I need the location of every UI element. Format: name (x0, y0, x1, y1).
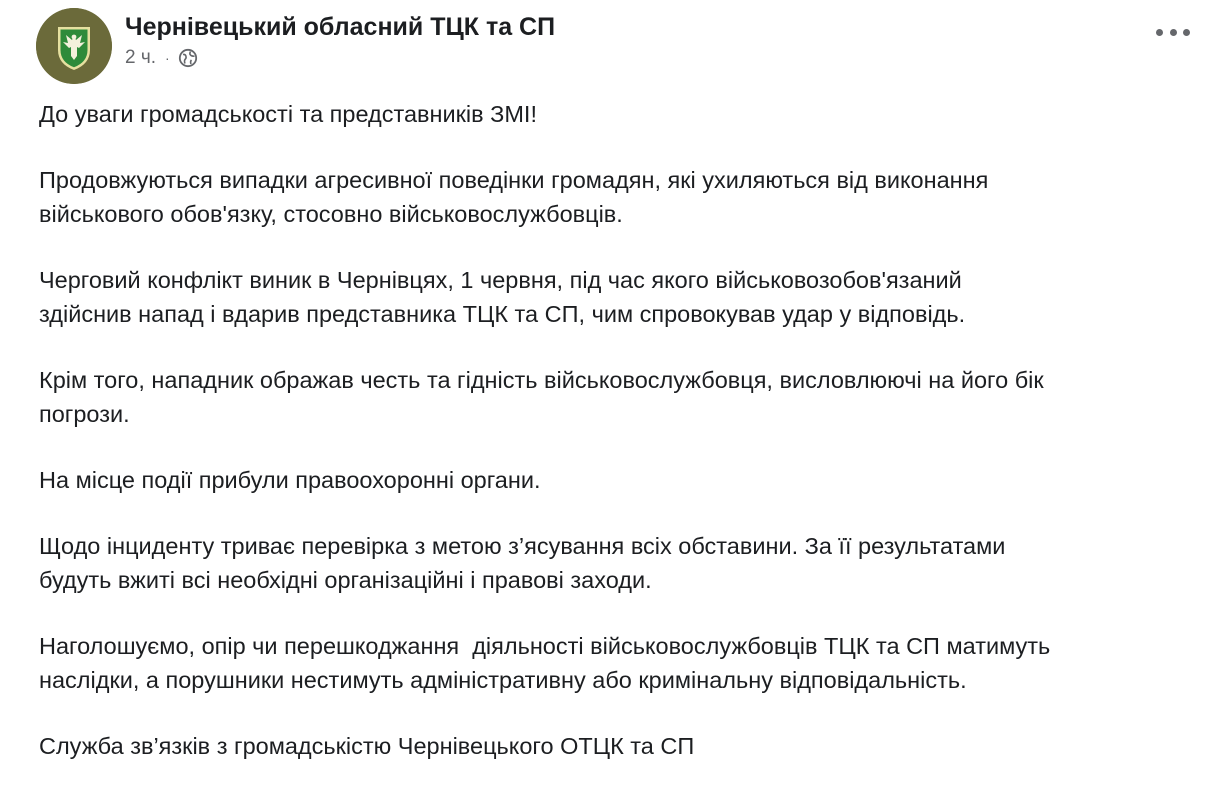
more-dot (1156, 29, 1163, 36)
page-name-link[interactable]: Чернівецький обласний ТЦК та СП (125, 13, 556, 41)
post-paragraph: Наголошуємо, опір чи перешкоджання діяльності військовослужбовців ТЦК та СП матимуть наслідки, а порушники нестимуть адміністративну або кримінальну відповідальність. (39, 633, 1051, 693)
more-options-icon[interactable] (1156, 20, 1190, 44)
post-paragraph: Крім того, нападник ображав честь та гідність військовослужбовця, висловлюючі на його бік погрози. (39, 367, 1044, 427)
post-paragraph: Щодо інциденту триває перевірка з метою з’ясування всіх обставини. За її результатами будуть вжиті всі необхідні організаційні і правові заходи. (39, 533, 1006, 593)
coat-of-arms-logo (36, 8, 112, 84)
post-header (0, 0, 1226, 90)
post-timestamp[interactable]: 2 ч. (125, 47, 157, 68)
post-paragraph: На місце події прибули правоохоронні органи. (39, 467, 541, 493)
globe-icon[interactable] (178, 48, 198, 68)
post-body (39, 97, 1209, 795)
meta-separator: · (165, 50, 170, 66)
post-signature: Служба зв’язків з громадськістю Чернівецького ОТЦК та СП (39, 733, 695, 759)
page-avatar[interactable] (36, 8, 112, 84)
post-paragraph: Черговий конфлікт виник в Чернівцях, 1 червня, під час якого військовозобов'язаний здійснив напад і вдарив представника ТЦК та СП, чим спровокував удар у відповідь. (39, 267, 966, 327)
more-dot (1170, 29, 1177, 36)
post-meta (125, 46, 198, 70)
post-paragraph: До уваги громадськості та представників ЗМІ! (39, 101, 537, 127)
more-dot (1183, 29, 1190, 36)
post-paragraph: Продовжуються випадки агресивної поведінки громадян, які ухиляються від виконання військового обов'язку, стосовно військовослужбовців. (39, 167, 989, 227)
